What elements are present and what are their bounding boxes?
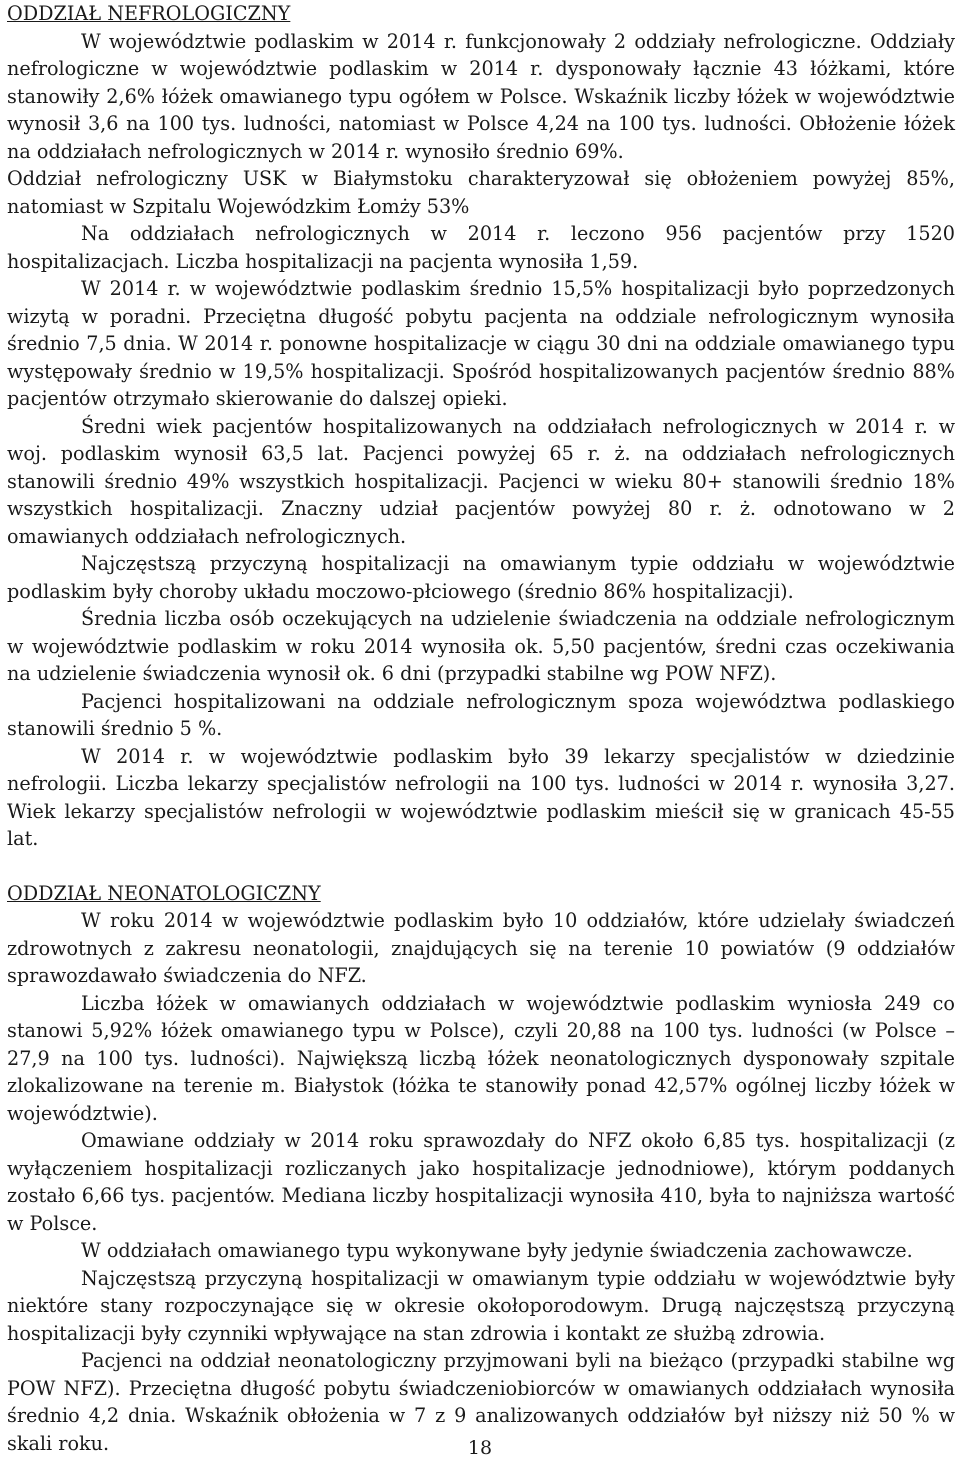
page-number: 18	[467, 1437, 493, 1459]
document-page	[7, 0, 955, 1457]
paragraph: Na oddziałach nefrologicznych w 2014 r. leczono 956 pacjentów przy 1520 hospitalizacjach. Liczba hospitalizacji na pacjenta wynosiła 1,59.	[7, 222, 955, 273]
section-heading: ODDZIAŁ NEFROLOGICZNY	[7, 2, 291, 25]
section-nephrology	[7, 0, 955, 853]
paragraph: W 2014 r. w województwie podlaskim średnio 15,5% hospitalizacji było poprzedzonych wizytą w poradni. Przeciętna długość pobytu pacjenta na oddziale nefrologicznym wynosiła średnio 7,5 dnia. W 2014 r. ponowne hospitalizacje w ciągu 30 dni na oddziale omawianego typu występowały średnio w 19,5% hospitalizacji. Spośród hospitalizowanych pacjentów średnio 88% pacjentów otrzymało skierowanie do dalszej opieki.	[7, 277, 955, 410]
paragraph: Najczęstszą przyczyną hospitalizacji w omawianym typie oddziału w województwie były niektóre stany rozpoczynające się w okresie okołoporodowym. Drugą najczęstszą przyczyną hospitalizacji były czynniki wpływające na stan zdrowia i kontakt ze służbą zdrowia.	[7, 1266, 955, 1345]
section-heading: ODDZIAŁ NEONATOLOGICZNY	[7, 881, 321, 905]
paragraph: W 2014 r. w województwie podlaskim było 39 lekarzy specjalistów w dziedzinie nefrologii. Liczba lekarzy specjalistów nefrologii na 100 tys. ludności w 2014 r. wynosiła 3,27. Wiek lekarzy specjalistów nefrologii w województwie podlaskim mieścił się w granicach 45-55 lat.	[7, 744, 955, 850]
section-spacer	[7, 853, 955, 880]
paragraph: W województwie podlaskim w 2014 r. funkcjonowały 2 oddziały nefrologiczne. Oddziały nefrologiczne w województwie podlaskim w 2014 r. dysponowały łącznie 43 łóżkami, które stanowiły 2,6% łóżek omawianego typu ogółem w Polsce. Wskaźnik liczby łóżek w województwie wynosił 3,6 na 100 tys. ludności, natomiast w Polsce 4,24 na 100 tys. ludności. Obłożenie łóżek na oddziałach nefrologicznych w 2014 r. wynosiło średnio 69%.	[7, 29, 955, 163]
paragraph: Najczęstszą przyczyną hospitalizacji na omawianym typie oddziału w województwie podlaskim były choroby układu moczowo-płciowego (średnio 86% hospitalizacji).	[7, 552, 955, 603]
paragraph: Średnia liczba osób oczekujących na udzielenie świadczenia na oddziale nefrologicznym w województwie podlaskim w roku 2014 wynosiła ok. 5,50 pacjentów, średni czas oczekiwania na udzielenie świadczenia wynosił ok. 6 dni (przypadki stabilne wg POW NFZ).	[7, 607, 955, 685]
paragraph: Omawiane oddziały w 2014 roku sprawozdały do NFZ około 6,85 tys. hospitalizacji (z wyłączeniem hospitalizacji rozliczanych jako hospitalizacje jednodniowe), którym poddanych zostało 6,66 tys. pacjentów. Mediana liczby hospitalizacji wynosiła 410, była to najniższa wartość w Polsce.	[7, 1129, 955, 1235]
paragraph: Pacjenci na oddział neonatologiczny przyjmowani byli na bieżąco (przypadki stabilne wg POW NFZ). Przeciętna długość pobytu świadczeniobiorców w omawianych oddziałach wynosiła średnio 4,2 dnia. Wskaźnik obłożenia w 7 z 9 analizowanych oddziałów był niższy niż 50 % w skali roku.	[7, 1349, 955, 1455]
paragraph: Liczba łóżek w omawianych oddziałach w województwie podlaskim wyniosła 249 co stanowi 5,92% łóżek omawianego typu w Polsce), czyli 20,88 na 100 tys. ludności (w Polsce – 27,9 na 100 tys. ludności). Największą liczbą łóżek neonatologicznych dysponowały szpitale zlokalizowane na terenie m. Białystok (łóżka te stanowiły ponad 42,57% ogólnej liczby łóżek w województwie).	[7, 991, 955, 1125]
paragraph: Pacjenci hospitalizowani na oddziale nefrologicznym spoza województwa podlaskiego stanowili średnio 5 %.	[7, 689, 955, 740]
section-neonatology	[7, 880, 955, 1458]
paragraph: W oddziałach omawianego typu wykonywane były jedynie świadczenia zachowawcze.	[81, 1239, 913, 1262]
paragraph: Oddział nefrologiczny USK w Białymstoku charakteryzował się obłożeniem powyżej 85%, natomiast w Szpitalu Wojewódzkim Łomży 53%	[7, 167, 955, 218]
paragraph: Średni wiek pacjentów hospitalizowanych na oddziałach nefrologicznych w 2014 r. w woj. podlaskim wynosił 63,5 lat. Pacjenci powyżej 65 r. ż. na oddziałach nefrologicznych stanowili średnio 49% wszystkich hospitalizacji. Pacjenci w wieku 80+ stanowili średnio 18% wszystkich hospitalizacji. Znaczny udział pacjentów powyżej 80 r. ż. odnotowano w 2 omawianych oddziałach nefrologicznych.	[7, 414, 955, 548]
paragraph: W roku 2014 w województwie podlaskim było 10 oddziałów, które udzielały świadczeń zdrowotnych z zakresu neonatologii, znajdujących się na terenie 10 powiatów (9 oddziałów sprawozdawało świadczenia do NFZ.	[7, 909, 955, 987]
